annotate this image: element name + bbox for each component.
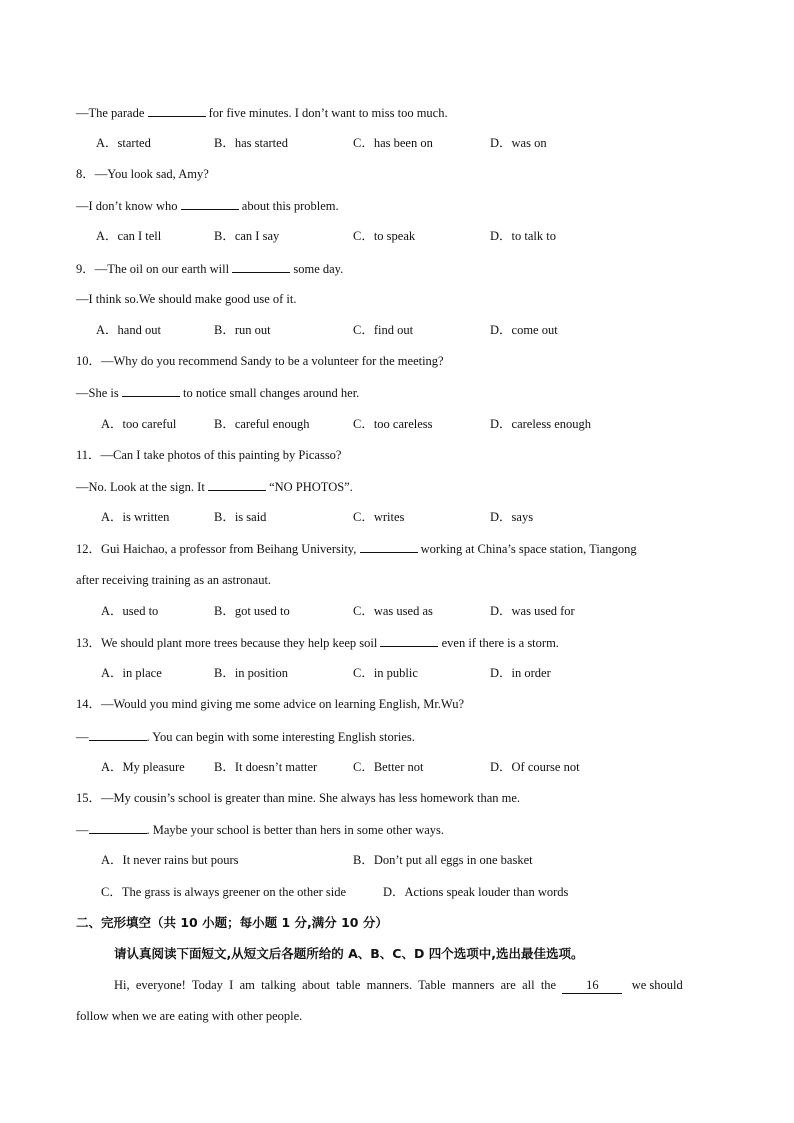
q8-option-a[interactable]: A．can I tell bbox=[96, 229, 162, 243]
q12-option-a[interactable]: A．used to bbox=[101, 604, 159, 618]
q7-stem: —The parade for five minutes. I don’t want to miss too much. bbox=[76, 106, 448, 120]
q10-option-c[interactable]: C．too careless bbox=[353, 417, 433, 431]
q9-stem: 9．—The oil on our earth will some day. bbox=[76, 262, 344, 276]
section-instruction: 请认真阅读下面短文,从短文后各题所给的 A、B、C、D 四个选项中,选出最佳选项。 bbox=[114, 946, 584, 961]
q9-option-d[interactable]: D．come out bbox=[490, 323, 558, 337]
q8-option-d[interactable]: D．to talk to bbox=[490, 229, 556, 243]
cloze-blank-16[interactable]: 16 bbox=[562, 977, 622, 994]
section-heading: 二、完形填空（共 10 小题；每小题 1 分,满分 10 分） bbox=[76, 915, 388, 930]
q14-option-d[interactable]: D．Of course not bbox=[490, 760, 580, 774]
q10-stem: 10．—Why do you recommend Sandy to be a volunteer for the meeting? bbox=[76, 354, 444, 368]
answer-blank[interactable] bbox=[380, 634, 438, 647]
q8-line2: —I don’t know who about this problem. bbox=[76, 199, 339, 213]
q15-option-b[interactable]: B．Don’t put all eggs in one basket bbox=[353, 853, 533, 867]
q11-line2: —No. Look at the sign. It “NO PHOTOS”. bbox=[76, 480, 353, 494]
q10-option-a[interactable]: A．too careful bbox=[101, 417, 177, 431]
q15-option-a[interactable]: A．It never rains but pours bbox=[101, 853, 239, 867]
answer-blank[interactable] bbox=[148, 104, 206, 117]
answer-blank[interactable] bbox=[360, 540, 418, 553]
q14-option-b[interactable]: B．It doesn’t matter bbox=[214, 760, 318, 774]
q13-option-d[interactable]: D．in order bbox=[490, 666, 551, 680]
q15-option-d[interactable]: D．Actions speak louder than words bbox=[383, 885, 569, 899]
q10-line2: —She is to notice small changes around her. bbox=[76, 386, 360, 400]
q14-stem: 14．—Would you mind giving me some advice on learning English, Mr.Wu? bbox=[76, 697, 465, 711]
answer-blank[interactable] bbox=[181, 197, 239, 210]
q12-option-b[interactable]: B．got used to bbox=[214, 604, 290, 618]
q8-option-c[interactable]: C．to speak bbox=[353, 229, 416, 243]
answer-blank[interactable] bbox=[89, 728, 147, 741]
q7-option-a[interactable]: A．started bbox=[96, 136, 151, 150]
passage-line-2: follow when we are eating with other people. bbox=[76, 1009, 303, 1023]
q14-option-c[interactable]: C．Better not bbox=[353, 760, 424, 774]
q15-line2: — . Maybe your school is better than hers in some other ways. bbox=[76, 823, 445, 837]
q8-stem: 8．—You look sad, Amy? bbox=[76, 167, 209, 181]
q13-option-b[interactable]: B．in position bbox=[214, 666, 288, 680]
q9-option-c[interactable]: C．find out bbox=[353, 323, 414, 337]
q11-option-b[interactable]: B．is said bbox=[214, 510, 267, 524]
q15-stem: 15．—My cousin’s school is greater than mine. She always has less homework than me. bbox=[76, 791, 521, 805]
answer-blank[interactable] bbox=[122, 384, 180, 397]
q7-option-d[interactable]: D．was on bbox=[490, 136, 547, 150]
q13-option-c[interactable]: C．in public bbox=[353, 666, 418, 680]
q15-option-c[interactable]: C．The grass is always greener on the other side bbox=[101, 885, 347, 899]
q14-line2: — . You can begin with some interesting English stories. bbox=[76, 730, 415, 744]
answer-blank[interactable] bbox=[89, 821, 147, 834]
q14-option-a[interactable]: A．My pleasure bbox=[101, 760, 185, 774]
q9-option-a[interactable]: A．hand out bbox=[96, 323, 161, 337]
q12-option-c[interactable]: C．was used as bbox=[353, 604, 433, 618]
q10-option-b[interactable]: B．careful enough bbox=[214, 417, 310, 431]
q13-option-a[interactable]: A．in place bbox=[101, 666, 162, 680]
q13-stem: 13．We should plant more trees because they help keep soil even if there is a storm. bbox=[76, 636, 559, 650]
q7-option-c[interactable]: C．has been on bbox=[353, 136, 433, 150]
q11-option-d[interactable]: D．says bbox=[490, 510, 534, 524]
q8-option-b[interactable]: B．can I say bbox=[214, 229, 280, 243]
answer-blank[interactable] bbox=[208, 478, 266, 491]
q11-option-c[interactable]: C．writes bbox=[353, 510, 405, 524]
q12-option-d[interactable]: D．was used for bbox=[490, 604, 575, 618]
q10-option-d[interactable]: D．careless enough bbox=[490, 417, 592, 431]
passage-line-1: Hi, everyone! Today I am talking about table manners. Table manners are all the 16 we should bbox=[114, 978, 683, 992]
q11-option-a[interactable]: A．is written bbox=[101, 510, 170, 524]
q12-stem: 12．Gui Haichao, a professor from Beihang University, working at China’s space station, Tiangong bbox=[76, 542, 637, 556]
q7-option-b[interactable]: B．has started bbox=[214, 136, 288, 150]
answer-blank[interactable] bbox=[232, 260, 290, 273]
q9-option-b[interactable]: B．run out bbox=[214, 323, 271, 337]
q11-stem: 11．—Can I take photos of this painting by Picasso? bbox=[76, 448, 342, 462]
q9-line2: —I think so.We should make good use of it. bbox=[76, 292, 297, 306]
q12-line2: after receiving training as an astronaut. bbox=[76, 573, 272, 587]
